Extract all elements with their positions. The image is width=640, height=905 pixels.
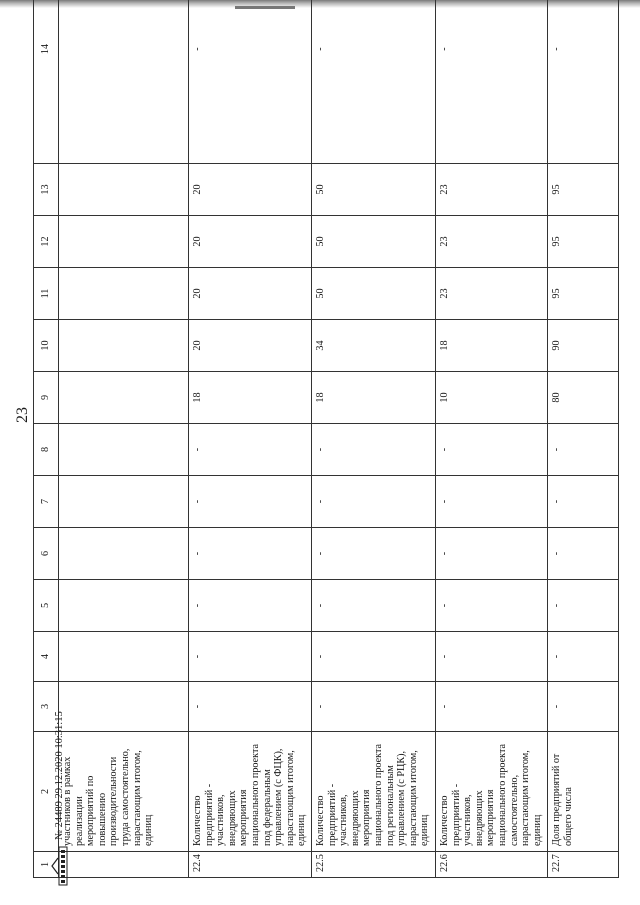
table-cell: 20 (189, 164, 312, 216)
table-cell: 18 (311, 372, 435, 424)
table-cell: 50 (311, 216, 435, 268)
page-number: 23 (14, 407, 31, 423)
table-cell: - (311, 528, 435, 580)
column-header: 6 (34, 528, 59, 580)
table-cell: - (189, 528, 312, 580)
table-cell: 50 (311, 164, 435, 216)
table-cell: - (189, 0, 312, 164)
table-cell: - (435, 632, 547, 682)
row-number: 22.6 (435, 852, 547, 878)
table-cell: - (189, 424, 312, 476)
document-registry-logo-icon (50, 846, 68, 886)
table-cell: - (311, 682, 435, 732)
table-cell: - (189, 632, 312, 682)
indicator-name: Количество предприятий - участников, внедряющих мероприятия национального проекта самостоятельно, нарастающим итогом, единиц (435, 732, 547, 852)
table-cell: - (547, 476, 618, 528)
indicator-name: Количество предприятий - участников, внедряющих мероприятия национального проекта под региональным управлением (с РЦК), нарастающим итогом, единиц (311, 732, 435, 852)
column-header: 7 (34, 476, 59, 528)
indicator-name: Доля предприятий от общего числа (547, 732, 618, 852)
column-header: 1 (34, 852, 59, 878)
table-cell (59, 0, 189, 164)
column-header: 13 (34, 164, 59, 216)
table-cell: - (547, 632, 618, 682)
row-number (59, 852, 189, 878)
table-cell: 80 (547, 372, 618, 424)
table-cell: 95 (547, 216, 618, 268)
table-cell: 18 (435, 320, 547, 372)
table-row (59, 0, 189, 878)
table-cell: - (189, 682, 312, 732)
column-header: 5 (34, 580, 59, 632)
table-cell: 18 (189, 372, 312, 424)
table-cell (59, 476, 189, 528)
table-cell (59, 528, 189, 580)
table-cell: 23 (435, 216, 547, 268)
table-cell: - (311, 476, 435, 528)
column-header: 3 (34, 682, 59, 732)
column-header: 9 (34, 372, 59, 424)
column-header: 8 (34, 424, 59, 476)
indicators-table (33, 0, 619, 878)
table-cell (59, 320, 189, 372)
table-cell: - (547, 0, 618, 164)
table-cell: - (311, 0, 435, 164)
table-cell (59, 682, 189, 732)
table-cell: - (311, 632, 435, 682)
table-cell: 10 (435, 372, 547, 424)
table-cell (59, 372, 189, 424)
table-cell (59, 268, 189, 320)
table-cell: 23 (435, 268, 547, 320)
table-cell: - (311, 424, 435, 476)
table-row (547, 0, 618, 878)
table-cell: - (435, 682, 547, 732)
table-cell: - (547, 580, 618, 632)
row-number: 22.5 (311, 852, 435, 878)
table-cell: 95 (547, 268, 618, 320)
table-cell: 34 (311, 320, 435, 372)
column-header: 2 (34, 732, 59, 852)
indicator-name: Количество предприятий - участников, внедряющих мероприятия национального проекта под федеральным управлением (с ФЦК), нарастающим итогом, единиц (189, 732, 312, 852)
table-cell: - (435, 476, 547, 528)
table-cell (59, 632, 189, 682)
table-cell: 20 (189, 268, 312, 320)
column-header: 11 (34, 268, 59, 320)
column-header: 10 (34, 320, 59, 372)
column-header: 12 (34, 216, 59, 268)
table-cell: 20 (189, 216, 312, 268)
table-row (189, 0, 312, 878)
indicator-name: участников в рамках реализации мероприятий по повышению производительности труда самостоятельно, нарастающим итогом, единиц (59, 732, 189, 852)
table-cell: - (547, 682, 618, 732)
table-cell: - (189, 476, 312, 528)
table-cell: - (435, 580, 547, 632)
registration-number: № 24489 29.12.2020 10:31:15 (53, 711, 65, 840)
column-header: 14 (34, 0, 59, 164)
column-header: 4 (34, 632, 59, 682)
table-cell: 90 (547, 320, 618, 372)
table-row (435, 0, 547, 878)
table-cell: 95 (547, 164, 618, 216)
table-cell: - (435, 0, 547, 164)
table-cell (59, 424, 189, 476)
table-cell: - (547, 528, 618, 580)
table-cell: - (435, 424, 547, 476)
table-cell: 20 (189, 320, 312, 372)
table-cell: 50 (311, 268, 435, 320)
table-row (311, 0, 435, 878)
table-cell (59, 580, 189, 632)
table-cell: - (435, 528, 547, 580)
table-cell (59, 164, 189, 216)
table-cell: - (547, 424, 618, 476)
row-number: 22.7 (547, 852, 618, 878)
table-cell: - (311, 580, 435, 632)
table-cell: - (189, 580, 312, 632)
row-number: 22.4 (189, 852, 312, 878)
rotated-page-content (33, 35, 610, 878)
registration-stamp (48, 596, 70, 886)
table-cell (59, 216, 189, 268)
table-cell: 23 (435, 164, 547, 216)
